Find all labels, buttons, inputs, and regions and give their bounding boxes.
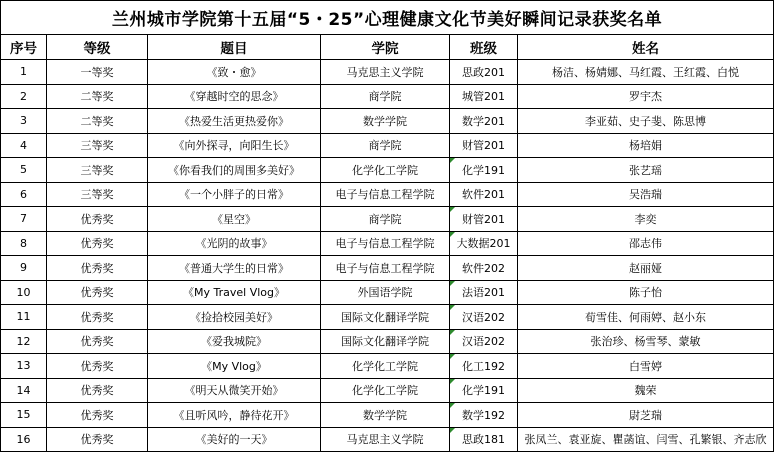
header-class[interactable]: 班级	[450, 35, 518, 60]
table-row	[1, 256, 774, 281]
cell-college[interactable]: 电子与信息工程学院	[321, 231, 450, 256]
cell-level[interactable]: 优秀奖	[47, 329, 148, 354]
cell-topic[interactable]: 《星空》	[148, 207, 321, 232]
table-row	[1, 427, 774, 452]
cell-level[interactable]: 优秀奖	[47, 231, 148, 256]
cell-level[interactable]: 优秀奖	[47, 305, 148, 330]
cell-topic[interactable]: 《普通大学生的日常》	[148, 256, 321, 281]
cell-topic[interactable]: 《一个小胖子的日常》	[148, 182, 321, 207]
cell-level[interactable]: 优秀奖	[47, 354, 148, 379]
cell-no[interactable]: 8	[1, 231, 47, 256]
cell-no[interactable]: 11	[1, 305, 47, 330]
cell-level[interactable]: 优秀奖	[47, 378, 148, 403]
cell-topic[interactable]: 《致・愈》	[148, 60, 321, 85]
cell-topic[interactable]: 《热爱生活更热爱你》	[148, 109, 321, 134]
cell-names[interactable]: 张艺瑶	[518, 158, 774, 183]
sheet-title: 兰州城市学院第十五届“5・25”心理健康文化节美好瞬间记录获奖名单	[0, 0, 774, 34]
cell-topic[interactable]: 《光阴的故事》	[148, 231, 321, 256]
cell-class[interactable]: 大数据201	[450, 231, 518, 256]
cell-names[interactable]: 赵丽娅	[518, 256, 774, 281]
cell-level[interactable]: 优秀奖	[47, 427, 148, 452]
cell-names[interactable]: 邵志伟	[518, 231, 774, 256]
cell-college[interactable]: 电子与信息工程学院	[321, 182, 450, 207]
table-row	[1, 207, 774, 232]
cell-level[interactable]: 优秀奖	[47, 403, 148, 428]
cell-topic[interactable]: 《你看我们的周围多美好》	[148, 158, 321, 183]
cell-level[interactable]: 优秀奖	[47, 256, 148, 281]
cell-no[interactable]: 6	[1, 182, 47, 207]
cell-names[interactable]: 荀雪佳、何雨婷、赵小东	[518, 305, 774, 330]
cell-class[interactable]: 化工192	[450, 354, 518, 379]
cell-level[interactable]: 一等奖	[47, 60, 148, 85]
header-names[interactable]: 姓名	[518, 35, 774, 60]
cell-college[interactable]: 国际文化翻译学院	[321, 305, 450, 330]
table-row	[1, 60, 774, 85]
cell-class[interactable]: 软件201	[450, 182, 518, 207]
cell-topic[interactable]: 《美好的一天》	[148, 427, 321, 452]
cell-names[interactable]: 杨培娟	[518, 133, 774, 158]
cell-topic[interactable]: 《且听风吟，静待花开》	[148, 403, 321, 428]
cell-names[interactable]: 尉芝瑞	[518, 403, 774, 428]
cell-college[interactable]: 化学化工学院	[321, 378, 450, 403]
cell-no[interactable]: 9	[1, 256, 47, 281]
cell-class[interactable]: 汉语202	[450, 305, 518, 330]
cell-no[interactable]: 14	[1, 378, 47, 403]
cell-class[interactable]: 化学191	[450, 378, 518, 403]
cell-class[interactable]: 思政181	[450, 427, 518, 452]
cell-topic[interactable]: 《向外探寻，向阳生长》	[148, 133, 321, 158]
table-row	[1, 280, 774, 305]
cell-class[interactable]: 思政201	[450, 60, 518, 85]
cell-no[interactable]: 7	[1, 207, 47, 232]
table-row	[1, 231, 774, 256]
cell-college[interactable]: 国际文化翻译学院	[321, 329, 450, 354]
cell-college[interactable]: 外国语学院	[321, 280, 450, 305]
header-college[interactable]: 学院	[321, 35, 450, 60]
table-row	[1, 354, 774, 379]
header-topic[interactable]: 题目	[148, 35, 321, 60]
cell-topic[interactable]: 《My Vlog》	[148, 354, 321, 379]
table-row	[1, 378, 774, 403]
table-row	[1, 84, 774, 109]
cell-names[interactable]: 罗宇杰	[518, 84, 774, 109]
cell-names[interactable]: 李亚茹、史子斐、陈思博	[518, 109, 774, 134]
table-row	[1, 158, 774, 183]
cell-college[interactable]: 马克思主义学院	[321, 427, 450, 452]
cell-level[interactable]: 优秀奖	[47, 280, 148, 305]
cell-level[interactable]: 二等奖	[47, 84, 148, 109]
cell-level[interactable]: 三等奖	[47, 158, 148, 183]
cell-college[interactable]: 化学化工学院	[321, 354, 450, 379]
cell-topic[interactable]: 《My Travel Vlog》	[148, 280, 321, 305]
cell-topic[interactable]: 《爱我城院》	[148, 329, 321, 354]
cell-class[interactable]: 数学192	[450, 403, 518, 428]
cell-college[interactable]: 电子与信息工程学院	[321, 256, 450, 281]
cell-class[interactable]: 财管201	[450, 207, 518, 232]
cell-no[interactable]: 10	[1, 280, 47, 305]
cell-level[interactable]: 三等奖	[47, 182, 148, 207]
cell-level[interactable]: 优秀奖	[47, 207, 148, 232]
table-row	[1, 403, 774, 428]
cell-no[interactable]: 4	[1, 133, 47, 158]
cell-level[interactable]: 三等奖	[47, 133, 148, 158]
cell-college[interactable]: 商学院	[321, 207, 450, 232]
cell-class[interactable]: 化学191	[450, 158, 518, 183]
cell-no[interactable]: 5	[1, 158, 47, 183]
cell-names[interactable]: 陈子怡	[518, 280, 774, 305]
cell-names[interactable]: 杨洁、杨婧娜、马红霞、王红霞、白悦	[518, 60, 774, 85]
cell-college[interactable]: 商学院	[321, 84, 450, 109]
table-row	[1, 109, 774, 134]
cell-class[interactable]: 数学201	[450, 109, 518, 134]
cell-college[interactable]: 数学学院	[321, 403, 450, 428]
table-row	[1, 329, 774, 354]
cell-no[interactable]: 2	[1, 84, 47, 109]
cell-college[interactable]: 化学化工学院	[321, 158, 450, 183]
cell-level[interactable]: 二等奖	[47, 109, 148, 134]
cell-class[interactable]: 城管201	[450, 84, 518, 109]
cell-no[interactable]: 1	[1, 60, 47, 85]
cell-names[interactable]: 吴浩瑞	[518, 182, 774, 207]
cell-class[interactable]: 汉语202	[450, 329, 518, 354]
cell-no[interactable]: 16	[1, 427, 47, 452]
cell-topic[interactable]: 《明天从微笑开始》	[148, 378, 321, 403]
cell-class[interactable]: 软件202	[450, 256, 518, 281]
table-row	[1, 133, 774, 158]
table-row	[1, 182, 774, 207]
cell-no[interactable]: 3	[1, 109, 47, 134]
cell-college[interactable]: 商学院	[321, 133, 450, 158]
award-table	[0, 34, 774, 452]
header-row	[1, 35, 774, 60]
cell-topic[interactable]: 《穿越时空的思念》	[148, 84, 321, 109]
cell-no[interactable]: 13	[1, 354, 47, 379]
cell-class[interactable]: 财管201	[450, 133, 518, 158]
cell-topic[interactable]: 《捡拾校园美好》	[148, 305, 321, 330]
table-row	[1, 305, 774, 330]
header-no[interactable]: 序号	[1, 35, 47, 60]
cell-names[interactable]: 李奕	[518, 207, 774, 232]
cell-names[interactable]: 张治珍、杨雪琴、蒙敏	[518, 329, 774, 354]
cell-names[interactable]: 魏荣	[518, 378, 774, 403]
cell-class[interactable]: 法语201	[450, 280, 518, 305]
cell-college[interactable]: 马克思主义学院	[321, 60, 450, 85]
cell-no[interactable]: 15	[1, 403, 47, 428]
cell-college[interactable]: 数学学院	[321, 109, 450, 134]
cell-names[interactable]: 张凤兰、袁亚旋、瞿菡谊、闫雪、孔繁银、齐志欣	[518, 427, 774, 452]
cell-names[interactable]: 白雪婷	[518, 354, 774, 379]
header-level[interactable]: 等级	[47, 35, 148, 60]
cell-no[interactable]: 12	[1, 329, 47, 354]
